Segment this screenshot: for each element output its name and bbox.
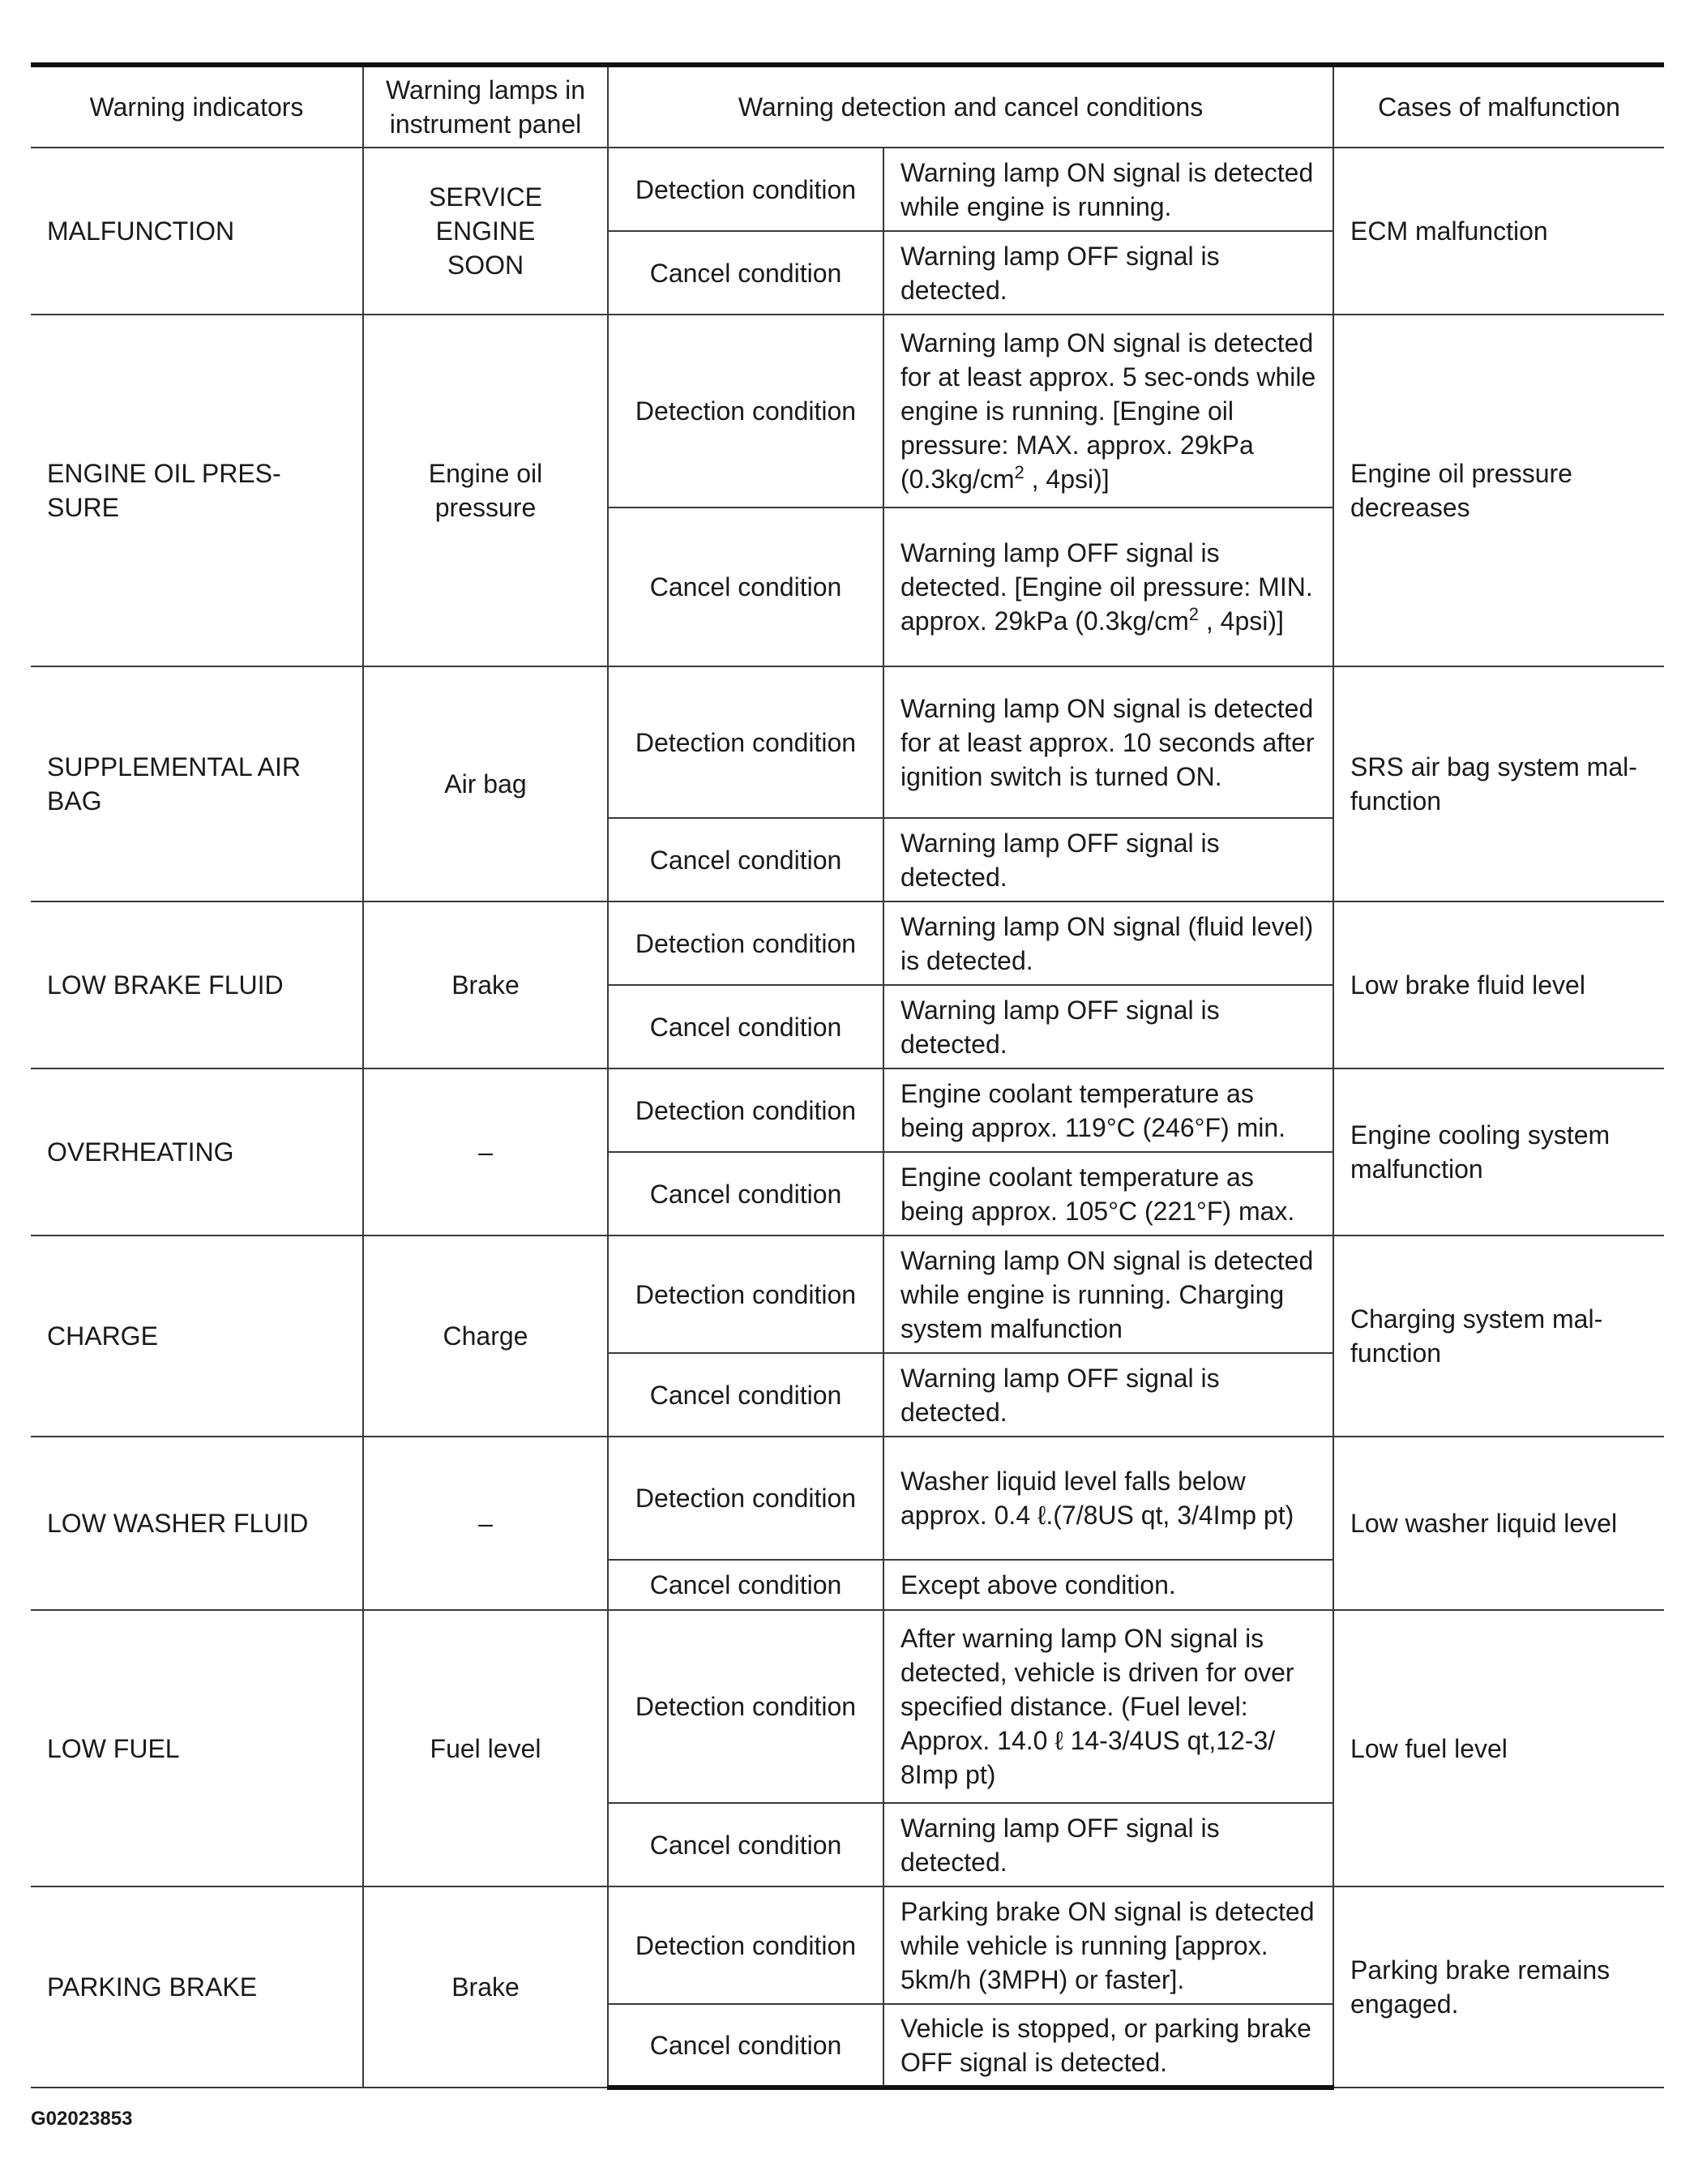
- table-row-detection: [31, 315, 1664, 507]
- cancel-label: Cancel condition: [608, 2004, 883, 2088]
- detection-text: [883, 315, 1333, 507]
- lamp-name: Engine oil pressure: [363, 315, 608, 666]
- detection-text: Washer liquid level falls below approx. 0.4 ℓ.(7/8US qt, 3/4Imp pt): [883, 1437, 1333, 1560]
- malfunction-case: Charging system mal-function: [1333, 1235, 1664, 1437]
- superscript: 2: [1014, 462, 1025, 482]
- cancel-label: Cancel condition: [608, 231, 883, 315]
- cancel-text: Warning lamp OFF signal is detected.: [883, 231, 1333, 315]
- detection-text: Warning lamp ON signal is detected for at least approx. 10 seconds after ignition switch is turned ON.: [883, 666, 1333, 818]
- malfunction-case: Low washer liquid level: [1333, 1437, 1664, 1610]
- detection-label: Detection condition: [608, 1235, 883, 1353]
- table-row-detection: [31, 1068, 1664, 1152]
- malfunction-case: Low brake fluid level: [1333, 901, 1664, 1068]
- lamp-name: Brake: [363, 1886, 608, 2088]
- cancel-text: Vehicle is stopped, or parking brake OFF signal is detected.: [883, 2004, 1333, 2088]
- detection-text: After warning lamp ON signal is detected, vehicle is driven for over specified distance. (Fuel level: Approx. 14.0 ℓ 14-3/4US qt,12-3/ 8Imp pt): [883, 1610, 1333, 1803]
- cancel-label: Cancel condition: [608, 1560, 883, 1610]
- cancel-label: Cancel condition: [608, 985, 883, 1068]
- cancel-label: Cancel condition: [608, 507, 883, 666]
- header-conditions: Warning detection and cancel conditions: [608, 65, 1333, 148]
- table-row-detection: [31, 1886, 1664, 2004]
- detection-text-main: Warning lamp ON signal is detected for at least approx. 5 sec-onds while engine is running. [Engine oil pressure: MAX. approx. 29kPa (0.3kg/cm: [900, 328, 1316, 494]
- header-warning-lamps: Warning lamps in instrument panel: [363, 65, 608, 148]
- detection-label: Detection condition: [608, 315, 883, 507]
- cancel-label: Cancel condition: [608, 1353, 883, 1437]
- indicator-name: PARKING BRAKE: [31, 1886, 363, 2088]
- malfunction-case: Parking brake remains engaged.: [1333, 1886, 1664, 2088]
- table-row-detection: [31, 1235, 1664, 1353]
- cancel-text-main: Warning lamp OFF signal is detected. [Engine oil pressure: MIN. approx. 29kPa (0.3kg/cm: [900, 538, 1313, 636]
- detection-label: Detection condition: [608, 1886, 883, 2004]
- lamp-name: Fuel level: [363, 1610, 608, 1886]
- header-row: [31, 65, 1664, 148]
- detection-text-tail: , 4psi)]: [1024, 465, 1110, 494]
- lamp-name: Charge: [363, 1235, 608, 1437]
- cancel-text: Engine coolant temperature as being approx. 105°C (221°F) max.: [883, 1152, 1333, 1235]
- header-cases-of-malfunction: Cases of malfunction: [1333, 65, 1664, 148]
- indicator-name: OVERHEATING: [31, 1068, 363, 1235]
- malfunction-case: ECM malfunction: [1333, 148, 1664, 315]
- cancel-label: Cancel condition: [608, 1803, 883, 1886]
- cancel-text: Warning lamp OFF signal is detected.: [883, 818, 1333, 901]
- indicator-name: LOW BRAKE FLUID: [31, 901, 363, 1068]
- cancel-text: [883, 507, 1333, 666]
- detection-label: Detection condition: [608, 1068, 883, 1152]
- detection-text: Engine coolant temperature as being approx. 119°C (246°F) min.: [883, 1068, 1333, 1152]
- indicator-name: SUPPLEMENTAL AIR BAG: [31, 666, 363, 901]
- figure-id: G02023853: [31, 2108, 133, 2130]
- indicator-name: MALFUNCTION: [31, 148, 363, 315]
- warning-indicator-sheet: [31, 62, 1664, 2090]
- table-row-detection: [31, 1610, 1664, 1803]
- lamp-name: Brake: [363, 901, 608, 1068]
- table-row-detection: [31, 1437, 1664, 1560]
- lamp-name: Air bag: [363, 666, 608, 901]
- detection-text: Warning lamp ON signal is detected while engine is running. Charging system malfunction: [883, 1235, 1333, 1353]
- detection-text: Warning lamp ON signal (fluid level) is detected.: [883, 901, 1333, 985]
- cancel-label: Cancel condition: [608, 1152, 883, 1235]
- cancel-text: Except above condition.: [883, 1560, 1333, 1610]
- indicator-name: ENGINE OIL PRES-SURE: [31, 315, 363, 666]
- detection-label: Detection condition: [608, 1437, 883, 1560]
- malfunction-case: Engine oil pressure decreases: [1333, 315, 1664, 666]
- table-row-detection: [31, 901, 1664, 985]
- detection-label: Detection condition: [608, 1610, 883, 1803]
- detection-label: Detection condition: [608, 901, 883, 985]
- lamp-name: –: [363, 1068, 608, 1235]
- cancel-text: Warning lamp OFF signal is detected.: [883, 1353, 1333, 1437]
- lamp-name: SERVICE ENGINE SOON: [363, 148, 608, 315]
- header-warning-indicators: Warning indicators: [31, 65, 363, 148]
- detection-text: Parking brake ON signal is detected while vehicle is running [approx. 5km/h (3MPH) or faster].: [883, 1886, 1333, 2004]
- table-row-detection: [31, 666, 1664, 818]
- cancel-text: Warning lamp OFF signal is detected.: [883, 1803, 1333, 1886]
- warning-conditions-table: [31, 62, 1664, 2090]
- superscript: 2: [1188, 604, 1199, 624]
- malfunction-case: SRS air bag system mal-function: [1333, 666, 1664, 901]
- table-row-detection: [31, 148, 1664, 231]
- indicator-name: LOW WASHER FLUID: [31, 1437, 363, 1610]
- indicator-name: CHARGE: [31, 1235, 363, 1437]
- detection-label: Detection condition: [608, 148, 883, 231]
- detection-text: Warning lamp ON signal is detected while engine is running.: [883, 148, 1333, 231]
- lamp-name: –: [363, 1437, 608, 1610]
- cancel-text: Warning lamp OFF signal is detected.: [883, 985, 1333, 1068]
- detection-label: Detection condition: [608, 666, 883, 818]
- malfunction-case: Engine cooling system malfunction: [1333, 1068, 1664, 1235]
- indicator-name: LOW FUEL: [31, 1610, 363, 1886]
- malfunction-case: Low fuel level: [1333, 1610, 1664, 1886]
- cancel-text-tail: , 4psi)]: [1198, 606, 1284, 636]
- cancel-label: Cancel condition: [608, 818, 883, 901]
